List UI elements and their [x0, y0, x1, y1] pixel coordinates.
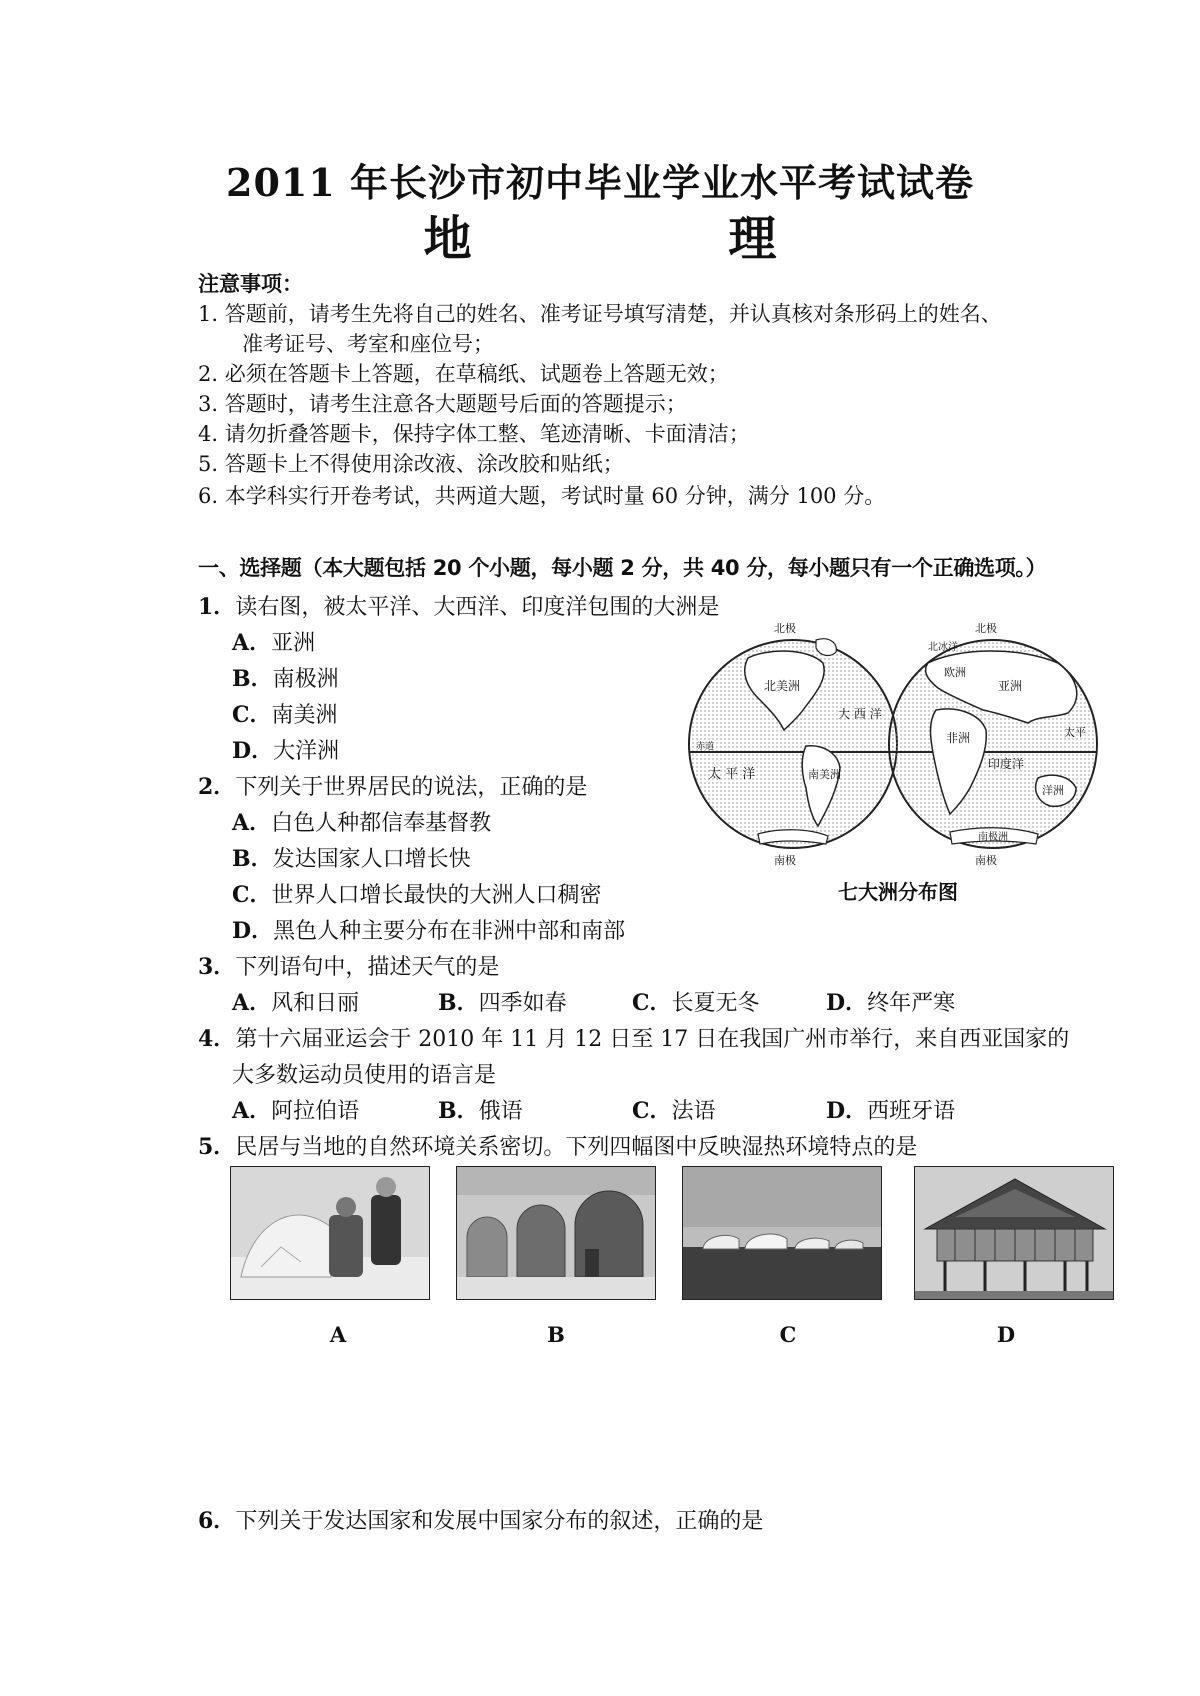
photo-yurts — [682, 1166, 882, 1300]
photo-stilt-house — [914, 1166, 1114, 1300]
map-label: 北冰洋 — [928, 642, 958, 653]
q1-option-b: B．南极洲 — [232, 666, 339, 692]
map-caption: 七大洲分布图 — [838, 880, 958, 904]
question-6 — [198, 1504, 763, 1535]
photo-cave-dwelling — [456, 1166, 656, 1300]
map-label: 欧洲 — [944, 666, 966, 679]
world-map-illustration — [688, 618, 1108, 868]
exam-title: 2011 年长沙市初中毕业学业水平考试试卷 — [226, 160, 974, 205]
continents-map — [688, 618, 1108, 868]
map-label: 赤道 — [696, 742, 715, 752]
map-label: 大 西 洋 — [838, 707, 882, 721]
subject-title: 地 理 — [423, 211, 897, 267]
note-item: 准考证号、考室和座位号； — [242, 332, 494, 356]
q4-option-a: A．阿拉伯语 — [232, 1098, 360, 1124]
map-label: 南极 — [975, 854, 997, 867]
question-stem: 读右图，被太平洋、大西洋、印度洋包围的大洲是 — [235, 595, 720, 620]
q3-option-a: A．风和日丽 — [232, 990, 360, 1016]
q3-option-b: B．四季如春 — [438, 990, 567, 1016]
map-label: 洋洲 — [1042, 784, 1064, 797]
map-label: 南极洲 — [978, 832, 1008, 843]
question-stem: 下列语句中，描述天气的是 — [235, 955, 500, 980]
question-stem: 下列关于发达国家和发展中国家分布的叙述，正确的是 — [235, 1509, 764, 1534]
question-number: 3． — [198, 954, 236, 980]
photo-label-c: C — [779, 1322, 797, 1347]
note-item: 3. 答题时，请考生注意各大题题号后面的答题提示； — [198, 392, 687, 416]
q4-option-b: B．俄语 — [438, 1098, 523, 1124]
photo-label-b: B — [547, 1322, 565, 1347]
question-number: 5． — [198, 1134, 236, 1160]
photo-label-d: D — [996, 1322, 1016, 1347]
section-heading: 一、选择题（本大题包括 20 个小题，每小题 2 分，共 40 分，每小题只有一个正确选项。） — [198, 556, 1047, 580]
map-label: 印度洋 — [988, 757, 1025, 771]
note-item: 4. 请勿折叠答题卡，保持字体工整、笔迹清晰、卡面清洁； — [198, 422, 750, 446]
q1-option-d: D．大洋洲 — [232, 738, 340, 764]
question-stem: 下列关于世界居民的说法，正确的是 — [235, 775, 588, 800]
map-label: 太平 — [1064, 726, 1086, 739]
q3-option-d: D．终年严寒 — [826, 990, 956, 1016]
map-label: 北极 — [975, 622, 997, 635]
map-label: 太 平 洋 — [708, 767, 756, 782]
q3-option-c: C．长夏无冬 — [632, 990, 760, 1016]
note-item: 6. 本学科实行开卷考试，共两道大题，考试时量 60 分钟，满分 100 分。 — [198, 484, 886, 508]
question-number: 4． — [198, 1026, 236, 1052]
question-3 — [198, 950, 499, 981]
q2-option-a: A．白色人种都信奉基督教 — [232, 810, 492, 836]
map-label: 非洲 — [946, 731, 971, 745]
question-number: 6． — [198, 1508, 236, 1534]
q1-option-a: A．亚洲 — [232, 630, 316, 656]
map-label: 北极 — [774, 622, 796, 635]
question-4 — [198, 1022, 1069, 1053]
q4-option-c: C．法语 — [632, 1098, 716, 1124]
question-number: 2． — [198, 774, 236, 800]
q1-option-c: C．南美洲 — [232, 702, 338, 728]
map-label: 亚洲 — [998, 679, 1023, 693]
photo-igloo — [230, 1166, 430, 1300]
map-label: 南美洲 — [808, 768, 841, 781]
question-5 — [198, 1130, 917, 1161]
notes-heading: 注意事项： — [198, 272, 303, 296]
question-2 — [198, 770, 587, 801]
question-4-line-2: 大多数运动员使用的语言是 — [232, 1063, 497, 1088]
note-item: 1. 答题前，请考生先将自己的姓名、准考证号填写清楚，并认真核对条形码上的姓名、 — [198, 302, 1002, 326]
photo-label-a: A — [329, 1322, 347, 1347]
q2-option-d: D．黑色人种主要分布在非洲中部和南部 — [232, 918, 626, 944]
q2-option-b: B．发达国家人口增长快 — [232, 846, 471, 872]
question-stem: 第十六届亚运会于 2010 年 11 月 12 日至 17 日在我国广州市举行，来自西亚国家的 — [235, 1027, 1070, 1052]
note-item: 2. 必须在答题卡上答题，在草稿纸、试题卷上答题无效； — [198, 362, 729, 386]
q4-option-d: D．西班牙语 — [826, 1098, 956, 1124]
question-1 — [198, 590, 719, 621]
map-label: 北美洲 — [764, 679, 801, 693]
map-label: 南极 — [774, 854, 796, 867]
note-item: 5. 答题卡上不得使用涂改液、涂改胶和贴纸； — [198, 452, 624, 476]
question-number: 1． — [198, 594, 236, 620]
q2-option-c: C．世界人口增长最快的大洲人口稠密 — [232, 882, 602, 908]
question-stem: 民居与当地的自然环境关系密切。下列四幅图中反映湿热环境特点的是 — [235, 1135, 918, 1160]
